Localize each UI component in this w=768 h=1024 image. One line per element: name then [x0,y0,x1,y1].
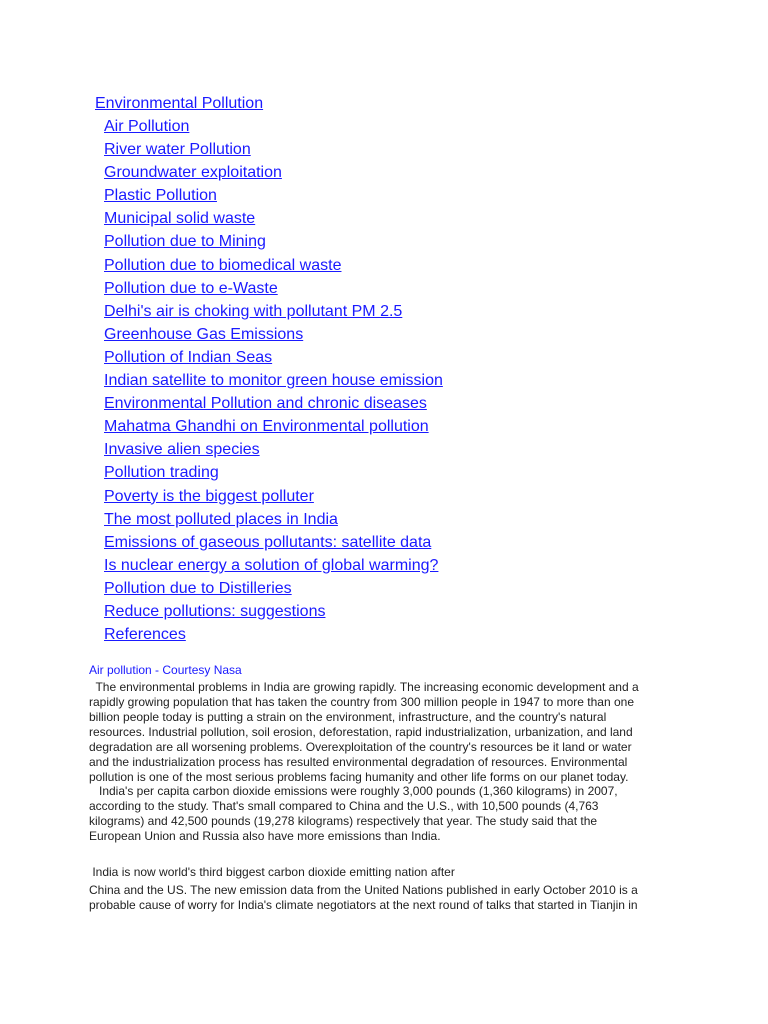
toc-link-suggestions[interactable]: Reduce pollutions: suggestions [104,602,326,620]
text-line: probable cause of worry for India's climate negotiators at the next round of talks that started in Tianjin in [89,898,638,912]
text-line: according to the study. That's small compared to China and the U.S., with 10,500 pounds (4,763 [89,799,599,813]
image-caption: Air pollution - Courtesy Nasa [89,663,242,677]
toc-link-delhi-pm25[interactable]: Delhi's air is choking with pollutant PM 2.5 [104,302,403,320]
paragraph-per-capita-emissions [89,784,679,844]
text-line: and the industrialization process has resulted environmental degradation of resources. Environmental [89,755,628,769]
toc-link-chronic-diseases[interactable]: Environmental Pollution and chronic diseases [104,395,427,413]
toc-link-satellite-data[interactable]: Emissions of gaseous pollutants: satellite data [104,533,432,551]
text-line: China and the US. The new emission data from the United Nations published in early October 2010 is a [89,883,638,897]
toc-link-e-waste[interactable]: Pollution due to e-Waste [104,279,278,297]
text-line: The environmental problems in India are growing rapidly. The increasing economic development and a [89,680,639,694]
toc-link-plastic-pollution[interactable]: Plastic Pollution [104,187,217,205]
table-of-contents [95,92,443,646]
text-line: European Union and Russia also have more emissions than India. [89,829,441,843]
toc-link-most-polluted-places[interactable]: The most polluted places in India [104,510,338,528]
text-line: resources. Industrial pollution, soil erosion, deforestation, rapid industrialization, urbanization, and land [89,725,633,739]
text-line: rapidly growing population that has taken the country from 300 million people in 1947 to more than one [89,695,635,709]
toc-heading-link[interactable]: Environmental Pollution [95,95,264,112]
paragraph-un-emission-data [89,883,679,913]
toc-link-biomedical-waste[interactable]: Pollution due to biomedical waste [104,256,342,274]
toc-link-indian-seas[interactable]: Pollution of Indian Seas [104,348,273,366]
toc-link-groundwater-exploitation[interactable]: Groundwater exploitation [104,164,282,182]
toc-link-poverty[interactable]: Poverty is the biggest polluter [104,487,314,505]
toc-link-mining[interactable]: Pollution due to Mining [104,233,266,251]
toc-link-municipal-solid-waste[interactable]: Municipal solid waste [104,210,256,228]
toc-link-river-water-pollution[interactable]: River water Pollution [104,141,251,159]
text-line: pollution is one of the most serious problems facing humanity and other life forms on our planet today. [89,770,629,784]
paragraph-environmental-problems [89,680,679,785]
toc-link-air-pollution[interactable]: Air Pollution [104,118,190,135]
toc-link-invasive-species[interactable]: Invasive alien species [104,441,260,459]
paragraph-third-biggest-emitter: India is now world's third biggest carbon dioxide emitting nation after [89,865,455,879]
toc-link-distilleries[interactable]: Pollution due to Distilleries [104,579,292,597]
text-line: kilograms) and 42,500 pounds (19,278 kilograms) respectively that year. The study said that the [89,814,598,828]
text-line: India's per capita carbon dioxide emissions were roughly 3,000 pounds (1,360 kilograms) in 2007, [89,784,618,798]
toc-link-pollution-trading[interactable]: Pollution trading [104,464,219,482]
text-line: billion people today is putting a strain on the environment, infrastructure, and the country's natural [89,710,607,724]
toc-link-greenhouse-gas[interactable]: Greenhouse Gas Emissions [104,325,304,343]
toc-link-references[interactable]: References [104,626,186,644]
text-line: degradation are all worsening problems. Overexploitation of the country's resources be it land or water [89,740,632,754]
toc-link-nuclear-energy[interactable]: Is nuclear energy a solution of global warming? [104,556,439,574]
toc-link-indian-satellite[interactable]: Indian satellite to monitor green house emission [104,372,443,390]
toc-link-mahatma-ghandhi[interactable]: Mahatma Ghandhi on Environmental pollution [104,418,429,436]
